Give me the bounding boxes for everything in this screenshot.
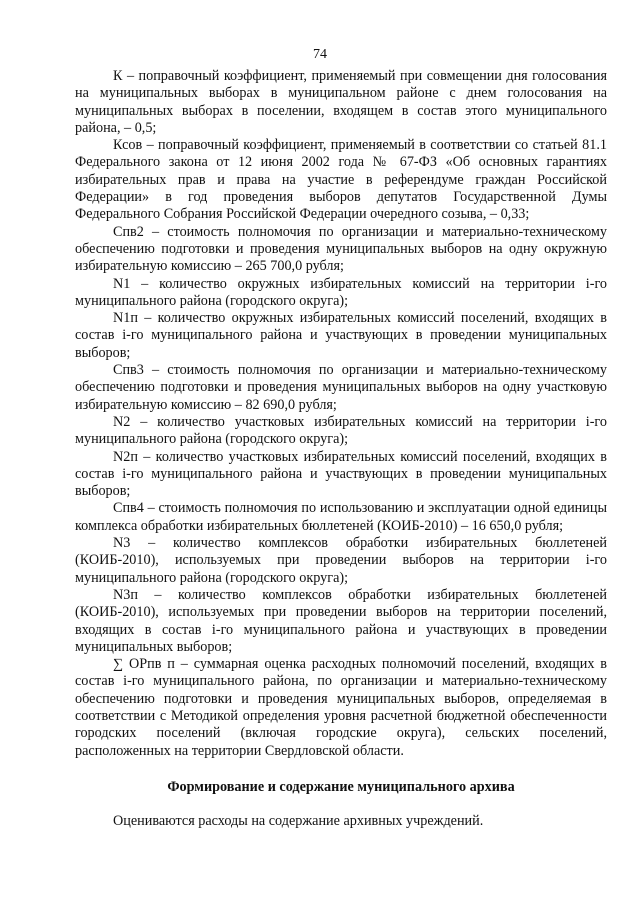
paragraph-k: К – поправочный коэффициент, применяемый при совмещении дня голосования на муниципальных выборах в муниципальном районе с днем голосования на муниципальных выборах в поселении, входящем в состав этого муниципального района, – 0,5; <box>75 68 607 136</box>
section-heading: Формирование и содержание муниципального архива <box>167 778 515 795</box>
section-text: Оцениваются расходы на содержание архивных учреждений. <box>113 813 484 830</box>
paragraph-n1: N1 – количество окружных избирательных комиссий на территории i-го муниципального района (городского округа); <box>75 275 607 309</box>
paragraph-ksov: Ксов – поправочный коэффициент, применяемый в соответствии со статьей 81.1 Федерального закона от 12 июня 2002 года № 67-ФЗ «Об основных гарантиях избирательных прав и права на участие в референдуме граждан Российской Федерации» в год проведения выборов депутатов Государственной Думы Федерального Собрания Российской Федерации очередного созыва, – 0,33; <box>75 137 607 223</box>
paragraph-n3: N3 – количество комплексов обработки избирательных бюллетеней (КОИБ-2010), используемых при проведении выборов на территории i-го муниципального района (городского округа); <box>75 535 607 586</box>
page-number: 74 <box>313 47 327 62</box>
paragraph-n2: N2 – количество участковых избирательных комиссий на территории i-го муниципального района (городского округа); <box>75 413 607 448</box>
paragraph-spv4: Спв4 – стоимость полномочия по использованию и эксплуатации одной единицы комплекса обработки избирательных бюллетеней (КОИБ-2010) – 16 650,0 рубля; <box>75 500 607 534</box>
paragraph-spv3: Спв3 – стоимость полномочия по организации и материально-техническому обеспечению подготовки и проведения муниципальных выборов на одну участковую избирательную комиссию – 82 690,0 рубля; <box>75 362 607 413</box>
paragraph-spv2: Спв2 – стоимость полномочия по организации и материально-техническому обеспечению подготовки и проведения муниципальных выборов на одну окружную избирательную комиссию – 265 700,0 рубля; <box>75 223 607 275</box>
paragraph-n1p: N1п – количество окружных избирательных комиссий поселений, входящих в состав i-го муниципального района и участвующих в проведении муниципальных выборов; <box>75 310 607 361</box>
paragraph-sum-orpv: ∑ ОРпв п – суммарная оценка расходных полномочий поселений, входящих в состав i-го муниципального района, по организации и материально-техническому обеспечению подготовки и проведения муниципальных выборов, определяемая в соответствии с Методикой определения уровня расчетной бюджетной обеспеченности городских поселений (включая городские округа), сельских поселений, расположенных на территории Свердловской области. <box>75 656 607 759</box>
paragraph-n2p: N2п – количество участковых избирательных комиссий поселений, входящих в состав i-го муниципального района и участвующих в проведении муниципальных выборов; <box>75 448 607 500</box>
paragraph-n3p: N3п – количество комплексов обработки избирательных бюллетеней (КОИБ-2010), используемых при проведении выборов на территории поселений, входящих в состав i-го муниципального района и участвующих в проведении муниципальных выборов; <box>75 586 607 655</box>
document-body <box>75 68 607 830</box>
